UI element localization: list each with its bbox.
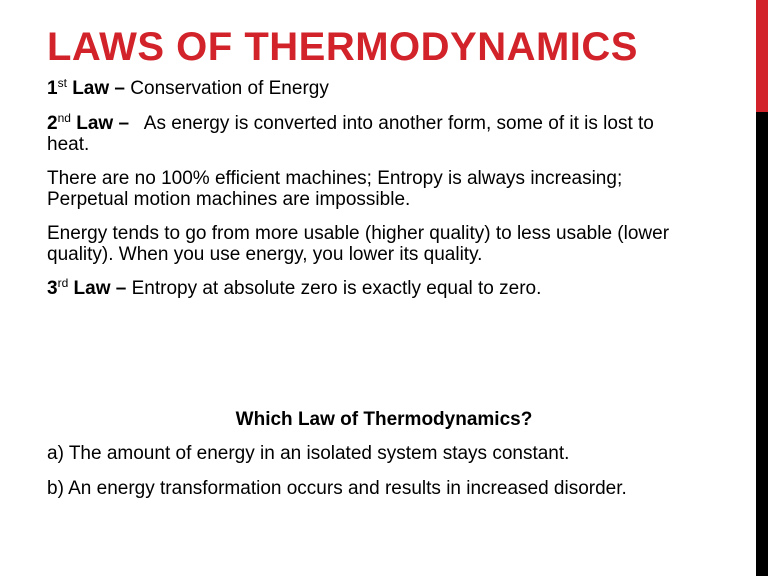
slide-title: LAWS OF THERMODYNAMICS [47,25,638,69]
second-law-line [47,113,687,155]
second-law-number: 2 [47,113,58,134]
second-law-text: As energy is converted into another form, some of it is lost to heat. [47,113,660,155]
first-law-line [47,78,687,99]
first-law-suffix: st [57,76,67,90]
third-law-line [47,278,687,299]
question-option-b: b) An energy transformation occurs and results in increased disorder. [47,478,627,499]
second-law-label: Law – [70,113,130,134]
second-law-suffix: nd [57,111,71,125]
first-law-text: Conservation of Energy [125,78,329,99]
second-law-note-efficiency: There are no 100% efficient machines; Entropy is always increasing; Perpetual motion machines are impossible. [47,168,623,210]
third-law-suffix: rd [57,276,69,290]
second-law-note-quality: Energy tends to go from more usable (higher quality) to less usable (lower quality). When you use energy, you lower its quality. [47,223,670,265]
side-bar-accent [756,0,768,112]
third-law-label: Law – [68,278,127,299]
first-law-number: 1 [47,78,58,99]
third-law-text: Entropy at absolute zero is exactly equal to zero. [126,278,542,299]
question-option-a: a) The amount of energy in an isolated system stays constant. [47,443,570,464]
third-law-number: 3 [47,278,58,299]
question-heading: Which Law of Thermodynamics? [235,409,533,430]
first-law-label: Law – [66,78,125,99]
